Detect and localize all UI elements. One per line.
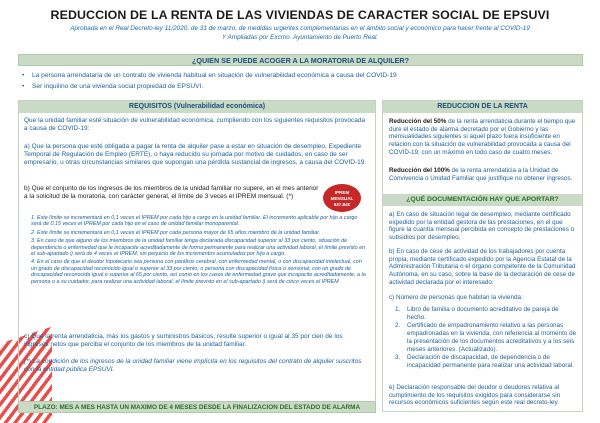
list-item: 2. Certificado de empadronamiento relativo a las personas empadronadas en la vivienda, con referencia al momento de la presentación de los documentos acreditativos y a los seis meses anteriores. (Actualizado). [395, 322, 577, 353]
subtitle-line-1: Aprobada en el Real Decreto-ley 11/2020, de 31 de marzo, de medidas urgentes complementarias en el ámbito social y económico para hacer frente al COVID-19 [70, 25, 530, 32]
requisitos-intro: Que la unidad familiar esté situación de vulnerabilidad económica, cumpliendo con los siguientes requisitos provocada a causa de COVID-19: [24, 117, 366, 132]
page-title: REDUCCION DE LA RENTA DE LAS VIVIENDAS DE CARACTER SOCIAL DE EPSUVI [50, 8, 550, 22]
requisito-c: c) Que la renta arrendaticia, más los gastos y suministros básicos, resulte superior o igual al 35 por cien de los ingresos netos que perciba el conjunto de los miembros de la unidad familiar. [24, 333, 343, 348]
reduccion-100-label: Reducción del 100% [389, 167, 450, 174]
doc-c-list [395, 306, 577, 371]
subpoint: 3. En caso de que alguno de los miembros de la unidad familiar tenga declarada discapacidad superior al 33 por ciento, situación de dependencia o enfermedad que le incapacite acreditadamente de forma permanente para realizar una actividad laboral, el límite previsto en el sub-apartado i) será de 4 veces el IPREM, sin perjuicio de los incrementos acumulados por hijo a cargo. [31, 238, 366, 258]
documentacion-heading: ¿QUÉ DOCUMENTACIÓN HAY QUE APORTAR? [383, 194, 582, 206]
subpoint: 1. Este límite se incrementará en 0,1 veces el IPREM por cada hijo a cargo en la unidad familiar. El incremento aplicable por hijo a cargo será de 0,15 veces el IPREM por cada hijo en el caso de unidad familiar monoparental. [31, 215, 358, 228]
requisito-b: b) Que el conjunto de los ingresos de los miembros de la unidad familiar no supere, en el mes anterior a la solicitud de la moratoria, con carácter general, el límite de 3 veces el IPREM mensual. (*) [24, 185, 319, 200]
badge-label: MENSUAL [330, 196, 354, 201]
iprem-badge [323, 184, 361, 212]
requisitos-heading: REQUISITOS (Vulnerabilidad económica) [19, 101, 375, 113]
page-subtitle [20, 25, 580, 42]
eligibility-list [18, 70, 583, 92]
list-item: 1. Libro de familia o documento acreditativo de pareja de hecho. [395, 306, 559, 321]
reduccion-50-text [389, 118, 577, 157]
doc-a: a) En caso de situación legal de desempleo, mediante certificado expedido por la entidad gestora de las prestaciones, en el que figure la cuantía mensual percibida en concepto de prestaciones o subsidios por desempleo. [389, 211, 575, 242]
requisito-a: a) Que la persona que esté obligada a pagar la renta de alquiler pase a estar en situación de desempleo, Expediente Temporal de Regulación de Empleo (ERTE), o haya reducido su jornada por motivo de cuidados, en caso de ser empresario, u otras circunstancias similares que supongan una pérdida sustancial de ingresos, a causa del COVID-19. [24, 143, 367, 166]
requisito-b-subpoints [31, 215, 369, 285]
reduccion-50-detail: de la renta arrendaticia durante el tiempo que dure el estado de alarma decretado por el Gobierno y las mensualidades siguientes si aquel plazo fuera insuficiente en relación con la situación de vulnerabilidad provocada a causa del COVID-19, con un máximo en todo caso de cuatro meses. [389, 118, 576, 156]
reduccion-100-text [389, 167, 577, 182]
subpoint: 2. Este límite se incrementará en 0,1 veces el IPREM por cada persona mayor de 65 años miembro de la unidad familiar. [31, 229, 321, 236]
subpoint: 4. En el caso de que el deudor hipotecario sea persona con parálisis cerebral, con enfermedad mental, o con discapacidad intelectual, con un grado de discapacidad reconocido igual o superior al 33 por ciento, o persona con discapacidad física o sensorial, con un grado de discapacidad reconocida igual o superior al 65 por ciento, así como en los casos de enfermedad grave que incapacite acreditadamente, a la persona o a su cuidador, para realizar una actividad laboral, el límite previsto en el sub-apartado i) será de cinco veces el IPREM [31, 259, 366, 285]
reduccion-panel [382, 100, 583, 412]
requisitos-panel [18, 100, 376, 412]
question-banner: ¿QUIEN SE PUEDE ACOGER A LA MORATORIA DE ALQUILER? [18, 54, 583, 66]
doc-c: c) Número de personas que habitan la vivienda: [389, 294, 523, 301]
doc-b: b) En caso de cese de actividad de los trabajadores por cuenta propia, mediante certificado expedido por la Agencia Estatal de la Administración Tributaria o el órgano competente de la Comunidad Autónoma, en su caso, sobre la base de la declaración de cese de actividad declarada por el interesado. [389, 248, 576, 286]
badge-value: 537.84€ [333, 202, 351, 207]
reduccion-100-detail: de la renta arrendaticia a la Unidad de Convivencia o Unidad Familiar que justifique no obtener ingresos. [389, 167, 573, 182]
list-item: 3. Declaración de discapacidad, de dependencia o de incapacidad permanente para realizar una actividad laboral. [395, 354, 574, 369]
eligibility-item: • La persona arrendataria de un contrato de vivienda habitual en situación de vulnerabilidad económica a causa del COVID-19 [18, 70, 583, 81]
eligibility-item: • Ser inquilino de una vivienda social propiedad de EPSUVI. [18, 81, 583, 92]
badge-label: IPREM [334, 190, 350, 195]
plazo-banner: PLAZO: MES A MES HASTA UN MAXIMO DE 4 MESES DESDE LA FINALIZACION DEL ESTADO DE ALARMA [18, 401, 376, 413]
doc-e: e) Declaración responsable del deudor o deudores relativa al cumplimiento de los requisitos exigidos para considerarse sin recursos económicos suficientes según este real decreto-ley. [389, 384, 561, 407]
reduccion-heading: REDUCCION DE LA RENTA [383, 101, 582, 113]
subtitle-line-2: Y Ampliadas por Excmo. Ayuntamiento de Puerto Real. [221, 33, 379, 41]
reduccion-50-label: Reducción del 50% [389, 118, 447, 125]
requisitos-note: (*) La condición de los ingresos de la unidad familiar viene implícita en los requisitos del contrato de alquiler suscritos con la entidad pública EPSUVI. [24, 358, 362, 373]
